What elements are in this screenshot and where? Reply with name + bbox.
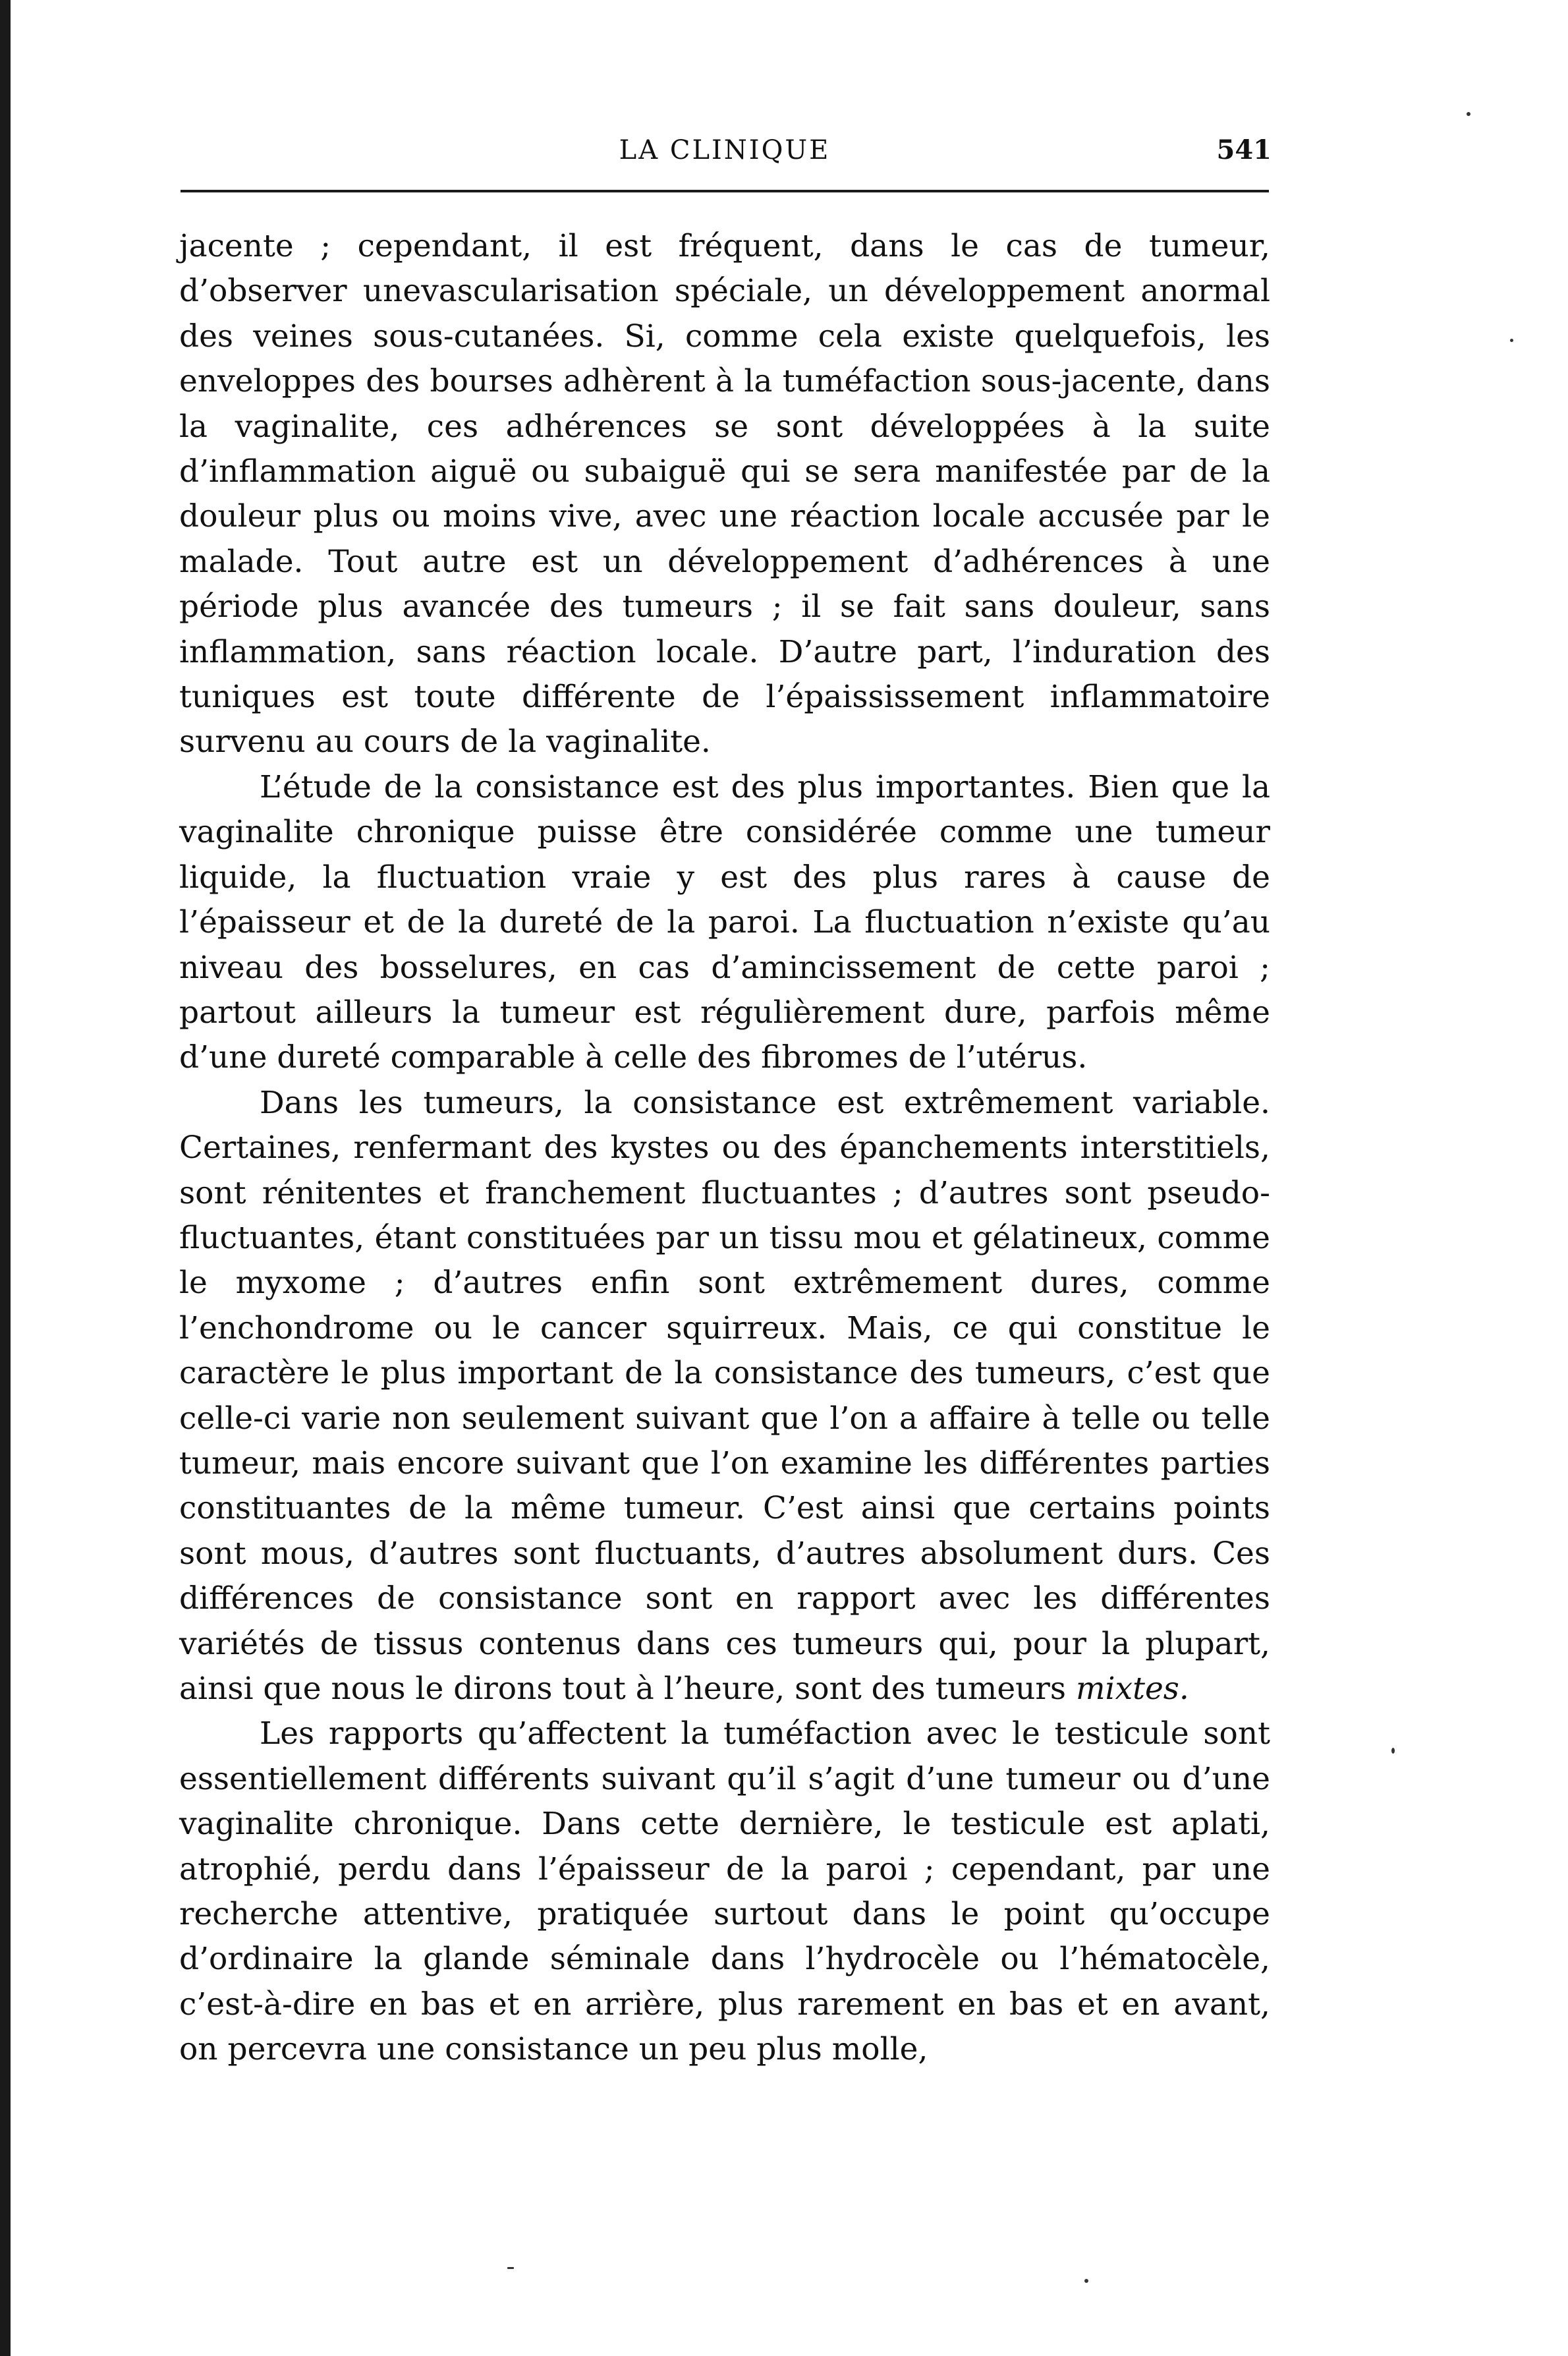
page-binding-edge <box>0 0 11 2356</box>
text-body <box>179 224 1270 2073</box>
paragraph-4: Les rapports qu’affectent la tuméfaction avec le testicule sont essentiellement différents suivant qu’il s’agit d’une tumeur ou d’une vaginalite chronique. Dans cette dernière, le testicule est aplati, atrophié, perdu dans l’épaisseur de la paroi ; cependant, par une recherche attentive, pratiquée surtout dans le point qu’occupe d’ordinaire la glande séminale dans l’hydrocèle ou l’hématocèle, c’est-à-dire en bas et en arrière, plus rarement en bas et en avant, on percevra une consistance un peu plus molle, <box>179 1715 1270 2068</box>
scan-speck <box>1084 2279 1088 2283</box>
scan-speck <box>507 2267 514 2269</box>
scan-speck <box>1391 1748 1395 1754</box>
scan-speck <box>1467 112 1470 116</box>
page-number: 541 <box>1216 134 1272 165</box>
paragraph-3-text: Dans les tumeurs, la consistance est extrêmement variable. Certaines, renfermant des kystes ou des épanchements interstitiels, sont rénitentes et franchement fluctuantes ; d’autres sont pseudo-fluctuantes, étant constituées par un tissu mou et gélatineux, comme le myxome ; d’autres enfin sont extrêmement dures, comme l’enchondrome ou le cancer squirreux. Mais, ce qui constitue le caractère le plus important de la consistance des tumeurs, c’est que celle-ci varie non seulement suivant que l’on a affaire à telle ou telle tumeur, mais encore suivant que l’on examine les différentes parties constituantes de la même tumeur. C’est ainsi que certains points sont mous, d’autres sont fluctuants, d’autres absolument durs. Ces différences de consistance sont en rapport avec les différentes variétés de tissus contenus dans ces tumeurs qui, pour la plupart, ainsi que nous le dirons tout à l’heure, sont des tumeurs <box>179 1084 1270 1707</box>
paragraph-3-italic-word: mixtes. <box>1075 1671 1189 1707</box>
running-title: LA CLINIQUE <box>619 135 831 165</box>
paragraph-2: L’étude de la consistance est des plus importantes. Bien que la vaginalite chronique puisse être considérée comme une tumeur liquide, la fluctuation vraie y est des plus rares à cause de l’épaisseur et de la dureté de la paroi. La fluctuation n’existe qu’au niveau des bosselures, en cas d’amincissement de cette paroi ; partout ailleurs la tumeur est régulièrement dure, parfois même d’une dureté comparable à celle des fibromes de l’utérus. <box>179 768 1270 1076</box>
paragraph-1: jacente ; cependant, il est fréquent, dans le cas de tumeur, d’observer unevascularisation spéciale, un développement anormal des veines sous-cutanées. Si, comme cela existe quelquefois, les enveloppes des bourses adhèrent à la tuméfaction sous-jacente, dans la vaginalite, ces adhérences se sont développées à la suite d’inflammation aiguë ou subaiguë qui se sera manifestée par de la douleur plus ou moins vive, avec une réaction locale accusée par le malade. Tout autre est un développement d’adhérences à une période plus avancée des tumeurs ; il se fait sans douleur, sans inflammation, sans réaction locale. D’autre part, l’induration des tuniques est toute différente de l’épaississement inflammatoire survenu au cours de la vaginalite. <box>179 228 1270 761</box>
header-rule <box>181 190 1269 192</box>
page-header <box>178 129 1272 171</box>
scan-speck <box>1510 339 1513 342</box>
paragraph-3 <box>179 1081 1270 1712</box>
